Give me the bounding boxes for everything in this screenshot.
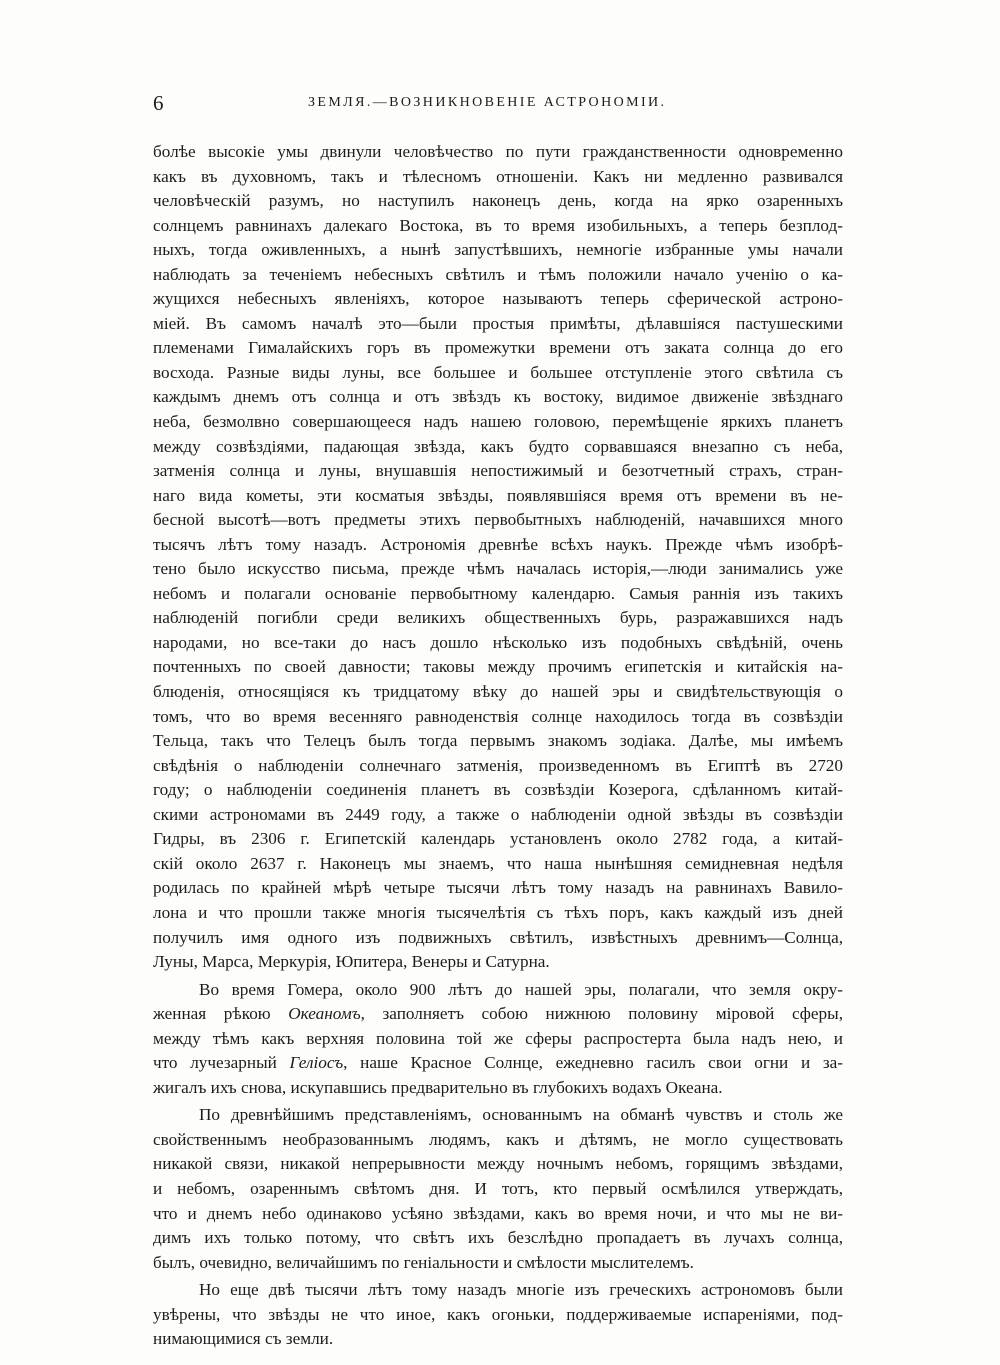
text-line: Во время Гомера, около 900 лѣтъ до нашей эры, полагали, что земля окру- — [199, 979, 843, 999]
text-line: По древнѣйшимъ представленіямъ, основаннымъ на обманѣ чувствъ и столь же — [199, 1105, 843, 1125]
text-line: родилась по крайней мѣрѣ четыре тысячи лѣтъ тому назадъ на равнинахъ Вавило- — [153, 878, 843, 898]
text-line: блюденія, относящіяся къ тридцатому вѣку до нашей эры и свидѣтельствующія о — [153, 682, 843, 702]
text-line: восхода. Разные виды луны, все большее и большее отступленіе этого свѣтила съ — [153, 362, 843, 382]
text-line: году; о наблюденіи соединенія планетъ въ созвѣздіи Козерога, сдѣланномъ китай- — [153, 780, 843, 800]
text-line: небомъ и полагали основаніе первобытному календарю. Самыя раннія изъ такихъ — [153, 583, 843, 603]
paragraph — [153, 1103, 843, 1275]
text-line: наблюденій погибли среди великихъ общественныхъ бурь, разражавшихся надъ — [153, 608, 843, 628]
text-line: жущихся небесныхъ явленіяхъ, которое называютъ теперь сферической астроно- — [153, 289, 843, 309]
page-number: 6 — [153, 91, 164, 115]
text-line: увѣрены, что звѣзды не что иное, какъ огоньки, поддерживаемые испареніями, под- — [153, 1304, 843, 1324]
text-line: Тельца, такъ что Телецъ былъ тогда первымъ знакомъ зодіака. Далѣе, мы имѣемъ — [153, 731, 843, 751]
text-line: свѣдѣнія о наблюденіи солнечнаго затменія, произведенномъ въ Египтѣ въ 2720 — [153, 755, 843, 775]
text-line: между тѣмъ какъ верхняя половина той же сферы распростерта была надъ нею, и — [153, 1028, 843, 1048]
text-line: болѣе высокіе умы двинули человѣчество по пути гражданственности одновременно — [153, 142, 843, 161]
page-header — [153, 88, 843, 118]
text-line: что и днемъ небо одинаково усѣяно звѣздами, какъ во время ночи, и что мы не ви- — [153, 1203, 843, 1223]
body-text — [153, 140, 843, 1352]
text-line: тысячъ лѣтъ тому назадъ. Астрономія древнѣе всѣхъ наукъ. Прежде чѣмъ изобрѣ- — [153, 534, 843, 554]
text-line: міей. Въ самомъ началѣ это—были простыя примѣты, дѣлавшіяся пастушескими — [153, 313, 843, 333]
text-line: женная рѣкою Океаномъ, заполняетъ собою нижнюю половину міровой сферы, — [153, 1004, 843, 1024]
running-title: ЗЕМЛЯ.—ВОЗНИКНОВЕНІЕ АСТРОНОМІИ. — [308, 95, 667, 110]
paragraph — [153, 1278, 843, 1352]
text-line: скій около 2637 г. Наконецъ мы знаемъ, что наша нынѣшняя семидневная недѣля — [153, 853, 843, 873]
text-line: былъ, очевидно, величайшимъ по геніальности и смѣлости мыслителемъ. — [153, 1252, 694, 1272]
text-line: между созвѣздіями, падающая звѣзда, какъ будто сорвавшаяся внезапно съ неба, — [153, 436, 843, 456]
text-line: неба, безмолвно совершающееся надъ нашею головою, перемѣщеніе яркихъ планетъ — [153, 412, 843, 432]
text-line: каждымъ днемъ отъ солнца и отъ звѣздъ къ востоку, видимое движеніе звѣзднаго — [153, 387, 843, 407]
text-line: почтенныхъ по своей давности; таковы между прочимъ египетскія и китайскія на- — [153, 657, 843, 677]
text-line: что лучезарный Геліосъ, наше Красное Солнце, ежедневно гасилъ свои огни и за- — [153, 1053, 843, 1073]
text-line: нимающимися съ земли. — [153, 1329, 334, 1349]
text-line: человѣческій разумъ, но наступилъ наконецъ день, когда на ярко озаренныхъ — [153, 191, 843, 211]
text-line: димъ ихъ только потому, что свѣтъ ихъ безслѣдно пропадаетъ въ лучахъ солнца, — [153, 1228, 843, 1248]
text-line: ныхъ, тогда оживленныхъ, а нынѣ запустѣвшихъ, немногіе избранные умы начали — [153, 240, 843, 260]
text-line: солнцемъ равнинахъ далекаго Востока, въ то время изобильныхъ, а теперь безплод- — [153, 215, 843, 235]
text-line: свойственнымъ необразованнымъ людямъ, какъ и дѣтямъ, не могло существовать — [153, 1129, 843, 1149]
text-line: тено было искусство письма, прежде чѣмъ началась исторія,—люди занимались уже — [153, 559, 843, 579]
text-line: Но еще двѣ тысячи лѣтъ тому назадъ многіе изъ греческихъ астрономовъ были — [199, 1280, 843, 1300]
text-line: жигалъ ихъ снова, искупавшись предварительно въ глубокихъ водахъ Океана. — [153, 1077, 723, 1097]
text-line: получилъ имя одного изъ подвижныхъ свѣтилъ, извѣстныхъ древнимъ—Солнца, — [153, 927, 843, 947]
text-line: затменія солнца и луны, внушавшія непостижимый и безотчетный страхъ, стран- — [153, 461, 843, 481]
text-line: бесной высотѣ—вотъ предметы этихъ первобытныхъ наблюденій, начавшихся много — [153, 510, 843, 530]
text-line: лона и что прошли также многія тысячелѣтія съ тѣхъ поръ, какъ каждый изъ дней — [153, 902, 843, 922]
paragraph — [153, 978, 843, 1101]
text-line: наго вида кометы, эти косматыя звѣзды, появлявшіяся время отъ времени въ не- — [153, 485, 843, 505]
text-line: никакой связи, никакой непрерывности между ночнымъ небомъ, горящимъ звѣздами, — [153, 1154, 843, 1174]
text-line: томъ, что во время весенняго равноденствія солнце находилось тогда въ созвѣздіи — [153, 706, 843, 726]
text-line: Луны, Марса, Меркурія, Юпитера, Венеры и Сатурна. — [153, 952, 550, 972]
text-line: народами, но все-таки до насъ дошло нѣсколько изъ подобныхъ свѣдѣній, очень — [153, 632, 843, 652]
paragraph — [153, 140, 843, 975]
text-line: Гидры, въ 2306 г. Египетскій календарь установленъ около 2782 года, а китай- — [153, 829, 843, 849]
text-line: скими астрономами въ 2449 году, а также о наблюденіи одной звѣзды въ созвѣздіи — [153, 804, 843, 824]
text-line: племенами Гималайскихъ горъ въ промежутки времени отъ заката солнца до его — [153, 338, 843, 358]
text-line: и небомъ, озареннымъ свѣтомъ дня. И тотъ, кто первый осмѣлился утверждать, — [153, 1178, 843, 1198]
text-line: наблюдать за теченіемъ небесныхъ свѣтилъ и тѣмъ положили начало ученію о ка- — [153, 264, 843, 284]
text-line: какъ въ духовномъ, такъ и тѣлесномъ отношеніи. Какъ ни медленно развивался — [153, 166, 843, 186]
